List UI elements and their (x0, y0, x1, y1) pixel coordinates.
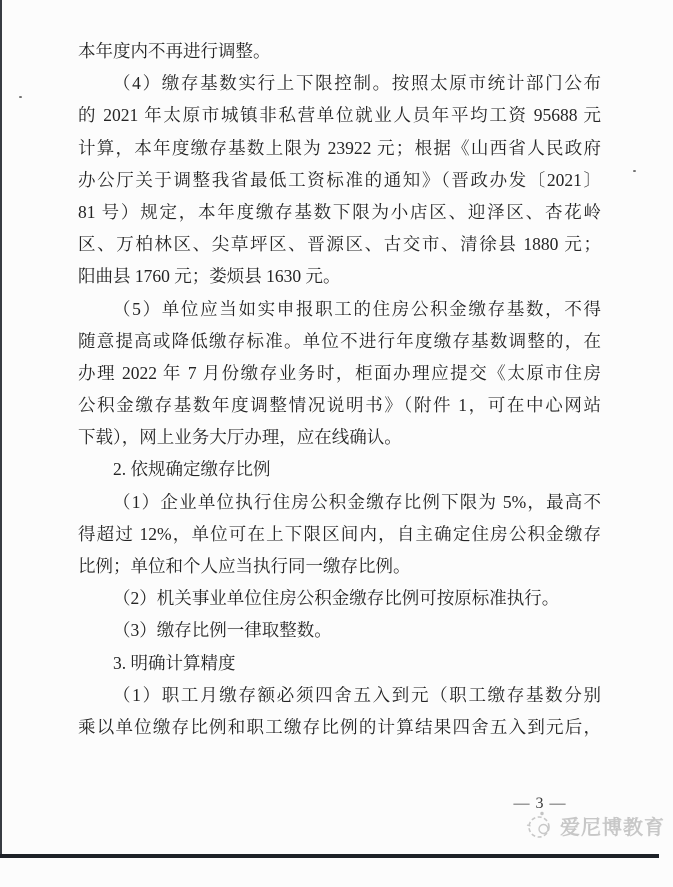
brand-name: 爱尼博教育 (560, 816, 665, 839)
text-line: 计算，本年度缴存基数上限为 23922 元；根据《山西省人民政府 (78, 137, 601, 158)
text-line: 办公厅关于调整我省最低工资标准的通知》（晋政办发〔2021〕 (78, 169, 601, 190)
text-line: （3）缴存比例一律取整数。 (113, 620, 332, 641)
text-line: （5）单位应当如实申报职工的住房公积金缴存基数，不得 (113, 298, 601, 319)
section-heading: 2. 依规确定缴存比例 (113, 459, 271, 480)
brand-watermark (524, 810, 665, 840)
text-line: 公积金缴存基数年度调整情况说明书》（附件 1，可在中心网站 (78, 395, 601, 416)
text-line: 区、万柏林区、尖草坪区、晋源区、古交市、清徐县 1880 元； (78, 234, 601, 255)
text-line: 比例；单位和个人应当执行同一缴存比例。 (78, 556, 411, 576)
text-line: 本年度内不再进行调整。 (78, 41, 271, 61)
text-line: 随意提高或降低缴存标准。单位不进行年度缴存基数调整的，在 (78, 330, 601, 351)
brand-mascot-icon (524, 810, 556, 840)
text-line: （1）企业单位执行住房公积金缴存比例下限为 5%，最高不 (113, 491, 601, 512)
scan-speck (633, 170, 636, 172)
text-line: 下载），网上业务大厅办理，应在线确认。 (78, 427, 402, 448)
text-line: （1）职工月缴存额必须四舍五入到元（职工缴存基数分别 (113, 684, 601, 705)
scan-speck (19, 96, 22, 98)
text-line: 的 2021 年太原市城镇非私营单位就业人员年平均工资 95688 元 (78, 105, 601, 126)
text-line: （4）缴存基数实行上下限控制。按照太原市统计部门公布 (113, 73, 601, 94)
document-body (78, 35, 601, 743)
text-line: （2）机关事业单位住房公积金缴存比例可按原标准执行。 (113, 588, 560, 609)
scan-edge-left (0, 0, 2, 858)
scan-edge-bottom (0, 854, 659, 858)
text-line: 阳曲县 1760 元；娄烦县 1630 元。 (78, 266, 341, 287)
page-number: — 3 — (513, 795, 567, 812)
text-line: 81 号）规定，本年度缴存基数下限为小店区、迎泽区、杏花岭 (78, 201, 601, 222)
text-line: 乘以单位缴存比例和职工缴存比例的计算结果四舍五入到元后， (78, 716, 601, 737)
text-line: 得超过 12%，单位可在上下限区间内，自主确定住房公积金缴存 (78, 523, 601, 544)
text-line: 办理 2022 年 7 月份缴存业务时，柜面办理应提交《太原市住房 (78, 362, 601, 383)
section-heading: 3. 明确计算精度 (113, 652, 236, 673)
